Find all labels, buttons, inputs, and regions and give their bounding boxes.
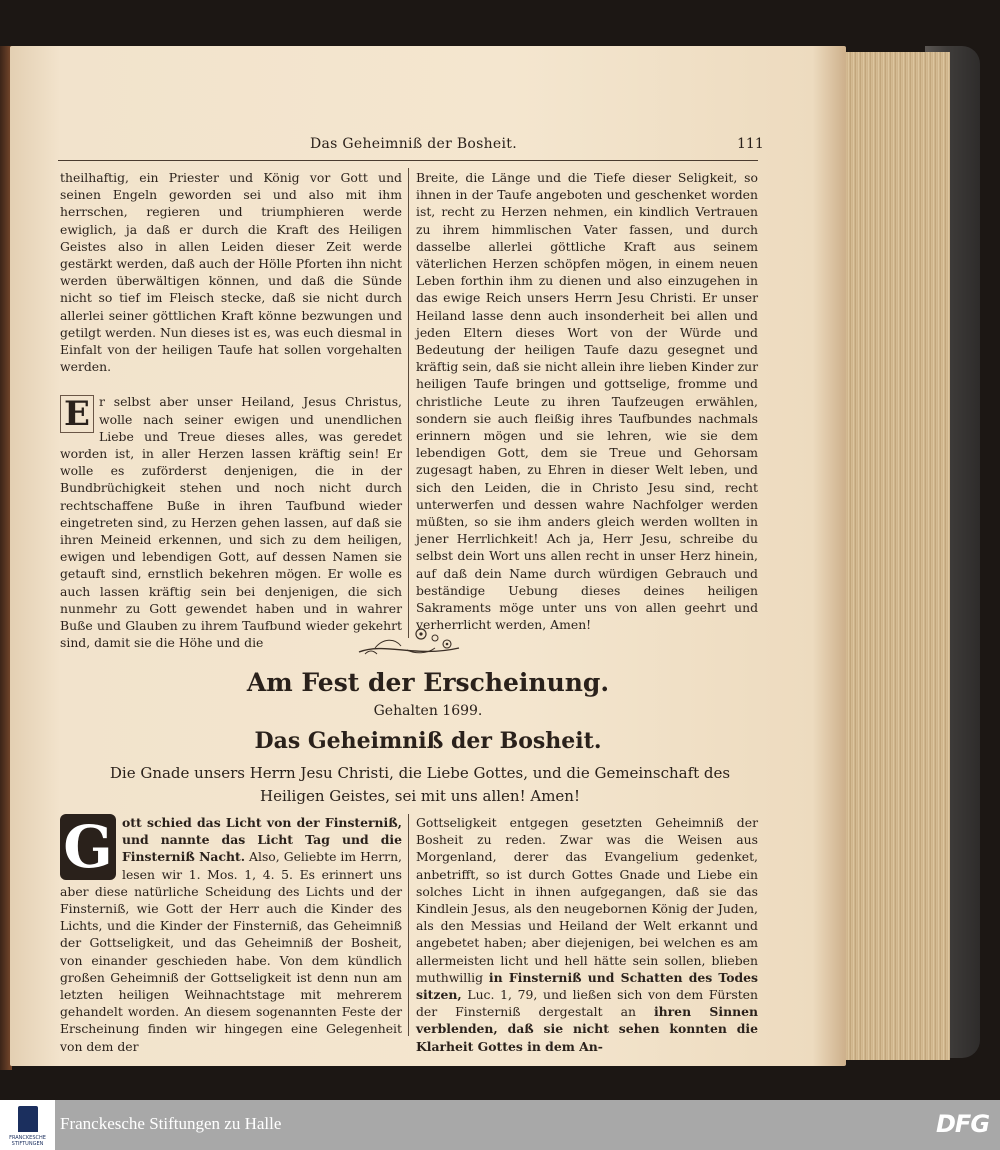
bible-quote: ott schied das Licht von der Finsterniß, und nannte das Licht Tag und die Finsterniß Nacht. <box>122 815 402 865</box>
emphasis-text: in Finsterniß und Schatten des Todes sitzen, <box>416 969 758 1003</box>
column-divider <box>408 168 409 638</box>
flower-ornament-icon <box>355 624 465 660</box>
institution-logo[interactable] <box>0 1100 55 1150</box>
book-page <box>10 46 846 1066</box>
paragraph <box>60 814 402 1055</box>
column-right-bottom <box>416 814 758 1055</box>
logo-text: FRANCKESCHE STIFTUNGEN <box>9 1135 46 1147</box>
column-left-top <box>60 169 402 651</box>
paragraph: theilhaftig, ein Priester und König vor Gott und seinen Engeln geworden sei und also mit ihm herrschen, regieren und triumphieren werde ewiglich, ja daß er durch die Kraft des Heiligen Geistes also in allen Leiden dieser Zeit werde gestärkt werden, daß auch der Hölle Pforten ihn nicht werden überwältigen können, und daß die Sünde nicht so tief im Fleisch stecke, daß sie nicht durch allerlei seiner göttlichen Kraft könne bezwungen und getilgt werden. Nun dieses ist es, was euch diesmal in Einfalt von der heiligen Taufe hat sollen vorgehalten werden. <box>60 170 402 375</box>
paragraph-text: r selbst aber unser Heiland, Jesus Christus, wolle nach seiner ewigen und unendlichen Liebe und Treue dieses alles, was geredet worden ist, in aller Herzen lassen kräftig sein! Er wolle es zuförderst denjenigen, die in der Bundbrüchigkeit stehen und noch nicht durch rechtschaffene Buße in ihren Taufbund wieder eingetreten sind, zu Herzen gehen lassen, auf daß sie ihren Meineid erkennen, und sich zu dem heiligen, ewigen und lebendigen Gott, auf dessen Namen sie getauft sind, ernstlich bekehren mögen. Er wolle es auch lassen kräftig sein bei denjenigen, die sich nunmehr zu Gott gewendet haben und in wahrer Buße und Glauben zu ihrem Taufbund wieder gekehrt sind, damit sie die Höhe und die <box>60 394 402 651</box>
footer-bar <box>0 1100 1000 1150</box>
sermon-date: Gehalten 1699. <box>373 703 483 719</box>
paragraph <box>60 393 402 651</box>
benediction-line: Die Gnade unsers Herrn Jesu Christi, die Liebe Gottes, und die Gemeinschaft des <box>109 764 731 782</box>
paragraph <box>416 814 758 1055</box>
dfg-logo[interactable]: DFG <box>936 1110 990 1138</box>
header-rule <box>58 160 758 161</box>
paragraph: Breite, die Länge und die Tiefe dieser Seligkeit, so ihnen in der Taufe angeboten und geschenket worden ist, recht zu Herzen nehmen, ein kindlich Vertrauen zu ihrem himmlischen Vater fassen, und durch dasselbe allerlei göttliche Kraft aus seinem väterlichen Herzen schöpfen mögen, in einem neuen Leben forthin ihm zu dienen und also einzugehen in das ewige Reich unsers Herrn Jesu Christi. Er unser Heiland lasse denn auch insonderheit bei allen und jeden Eltern dieses Wort von der Würde und Bedeutung der heiligen Taufe dazu gesegnet und kräftig sein, daß sie nicht allein ihre lieben Kinder zur heiligen Taufe bringen und gottselige, fromme und christliche Leute zu ihren Taufzeugen erwählen, sondern sie auch fleißig ihres Taufbundes nachmals erinnern mögen und sie lehren, wie sie dem lebendigen Gott, dem sie Treue und Gehorsam zugesagt haben, zu Ehren in dieser Welt leben, und sich den Leiden, die in Christo Jesu sind, recht unterwerfen und dessen wahre Nachfolger werden müßten, so sie ihm anders gleich werden wollten in jener Herrlichkeit! Ach ja, Herr Jesu, schreibe du selbst dein Wort uns allen recht in unser Herz hinein, auf daß dein Name durch würdigen Gebrauch und beständige Uebung dieses deines heiligen Sakraments möge unter uns von allen geehrt und verherrlicht werden, Amen! <box>416 170 758 633</box>
running-head: Das Geheimniß der Bosheit. <box>310 136 517 152</box>
column-left-bottom <box>60 814 402 1055</box>
sermon-subtitle: Das Geheimniß der Bosheit. <box>254 728 602 754</box>
paragraph-text: Luc. 1, 79, und ließen sich von dem Fürsten der Finsterniß dergestalt an <box>416 987 758 1020</box>
column-divider <box>408 814 409 1036</box>
benediction-line: Heiligen Geistes, sei mit uns allen! Amen! <box>260 787 580 805</box>
page-number: 111 <box>737 136 764 152</box>
page-stack-edge <box>842 52 950 1060</box>
institution-name[interactable]: Franckesche Stiftungen zu Halle <box>60 1114 282 1133</box>
sermon-title: Am Fest der Erscheinung. <box>246 668 610 697</box>
emphasis-text: ihren Sinnen verblenden, daß sie nicht sehen konnten die Klarheit Gottes in dem An- <box>416 1004 758 1054</box>
paragraph-text: Also, Geliebte im Herrn, lesen wir 1. Mos. 1, 4. 5. Es erinnert uns aber diese natürliche Scheidung des Lichts und der Finsterniß, wie Gott der Herr auch die Kinder des Lichts, und die Kinder der Finsterniß, das Geheimniß der Gottseligkeit, und das Geheimniß der Bosheit, von einander geschieden habe. Von dem kündlich großen Geheimniß der Gottseligkeit ist denn nun am letzten heiligen Weihnachtstage mit mehrerem gehandelt worden. An diesem sogenannten Feste der Erscheinung finden wir hingegen eine Gelegenheit von dem der <box>60 849 402 1054</box>
benediction <box>100 762 740 808</box>
ornamental-initial: G <box>60 814 116 880</box>
drop-cap-initial: E <box>60 395 94 433</box>
column-right-top <box>416 169 758 633</box>
building-icon <box>18 1106 38 1132</box>
paragraph-text: Gottseligkeit entgegen gesetzten Geheimniß der Bosheit zu reden. Zwar was die Weisen aus Morgenland, derer das Evangelium gedenket, anbetrifft, so ist durch Gottes Gnade und Liebe ein solches Licht in ihnen aufgegangen, daß sie das Kindlein Jesus, als den neugebornen König der Juden, als den Messias und Heiland der Welt erkannt und angebetet haben; aber diejenigen, bei welchen es am allermeisten licht und hell hätte sein sollen, blieben muthwillig <box>416 815 758 985</box>
